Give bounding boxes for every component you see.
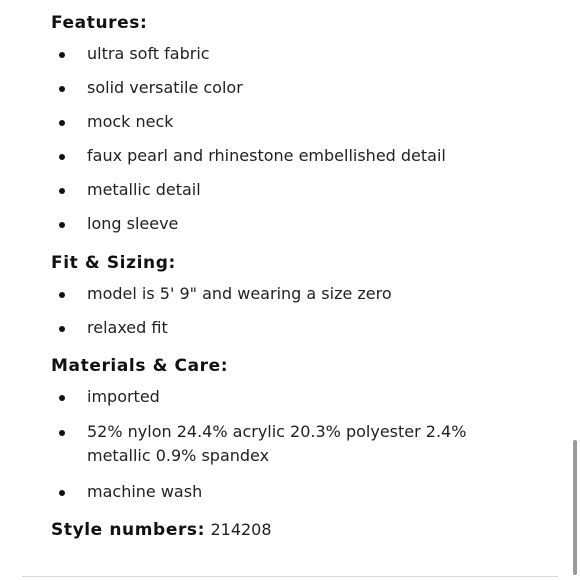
list-item	[51, 76, 551, 100]
feature-text: mock neck	[87, 112, 174, 131]
bullet-icon	[59, 490, 65, 496]
features-heading: Features:	[51, 13, 148, 33]
feature-text: long sleeve	[87, 214, 179, 233]
bullet-icon	[59, 326, 65, 332]
list-item	[51, 385, 551, 409]
fit-text: model is 5' 9" and wearing a size zero	[87, 284, 392, 303]
list-item	[51, 480, 551, 504]
style-numbers-label: Style numbers:	[51, 520, 206, 540]
list-item	[51, 144, 551, 168]
fit-sizing-heading: Fit & Sizing:	[51, 253, 176, 273]
list-item	[51, 316, 551, 340]
style-numbers	[51, 519, 551, 541]
list-item	[51, 212, 551, 236]
bullet-icon	[59, 52, 65, 58]
bullet-icon	[59, 292, 65, 298]
feature-text: metallic detail	[87, 180, 201, 199]
divider	[22, 576, 558, 577]
feature-text: faux pearl and rhinestone embellished detail	[87, 146, 446, 165]
feature-text: ultra soft fabric	[87, 44, 210, 63]
materials-text: machine wash	[87, 482, 203, 501]
materials-text: 52% nylon 24.4% acrylic 20.3% polyester 2.4% metallic 0.9% spandex	[87, 422, 467, 465]
list-item	[51, 282, 551, 306]
bullet-icon	[59, 86, 65, 92]
bullet-icon	[59, 188, 65, 194]
materials-text: imported	[87, 387, 160, 406]
list-item	[51, 110, 551, 134]
bullet-icon	[59, 222, 65, 228]
feature-text: solid versatile color	[87, 78, 243, 97]
bullet-icon	[59, 395, 65, 401]
list-item	[51, 178, 551, 202]
scrollbar[interactable]	[573, 440, 577, 575]
list-item	[51, 420, 507, 468]
bullet-icon	[59, 154, 65, 160]
list-item	[51, 42, 551, 66]
materials-care-heading: Materials & Care:	[51, 356, 229, 376]
fit-text: relaxed fit	[87, 318, 168, 337]
bullet-icon	[59, 430, 65, 436]
style-numbers-value: 214208	[210, 520, 272, 539]
bullet-icon	[59, 120, 65, 126]
